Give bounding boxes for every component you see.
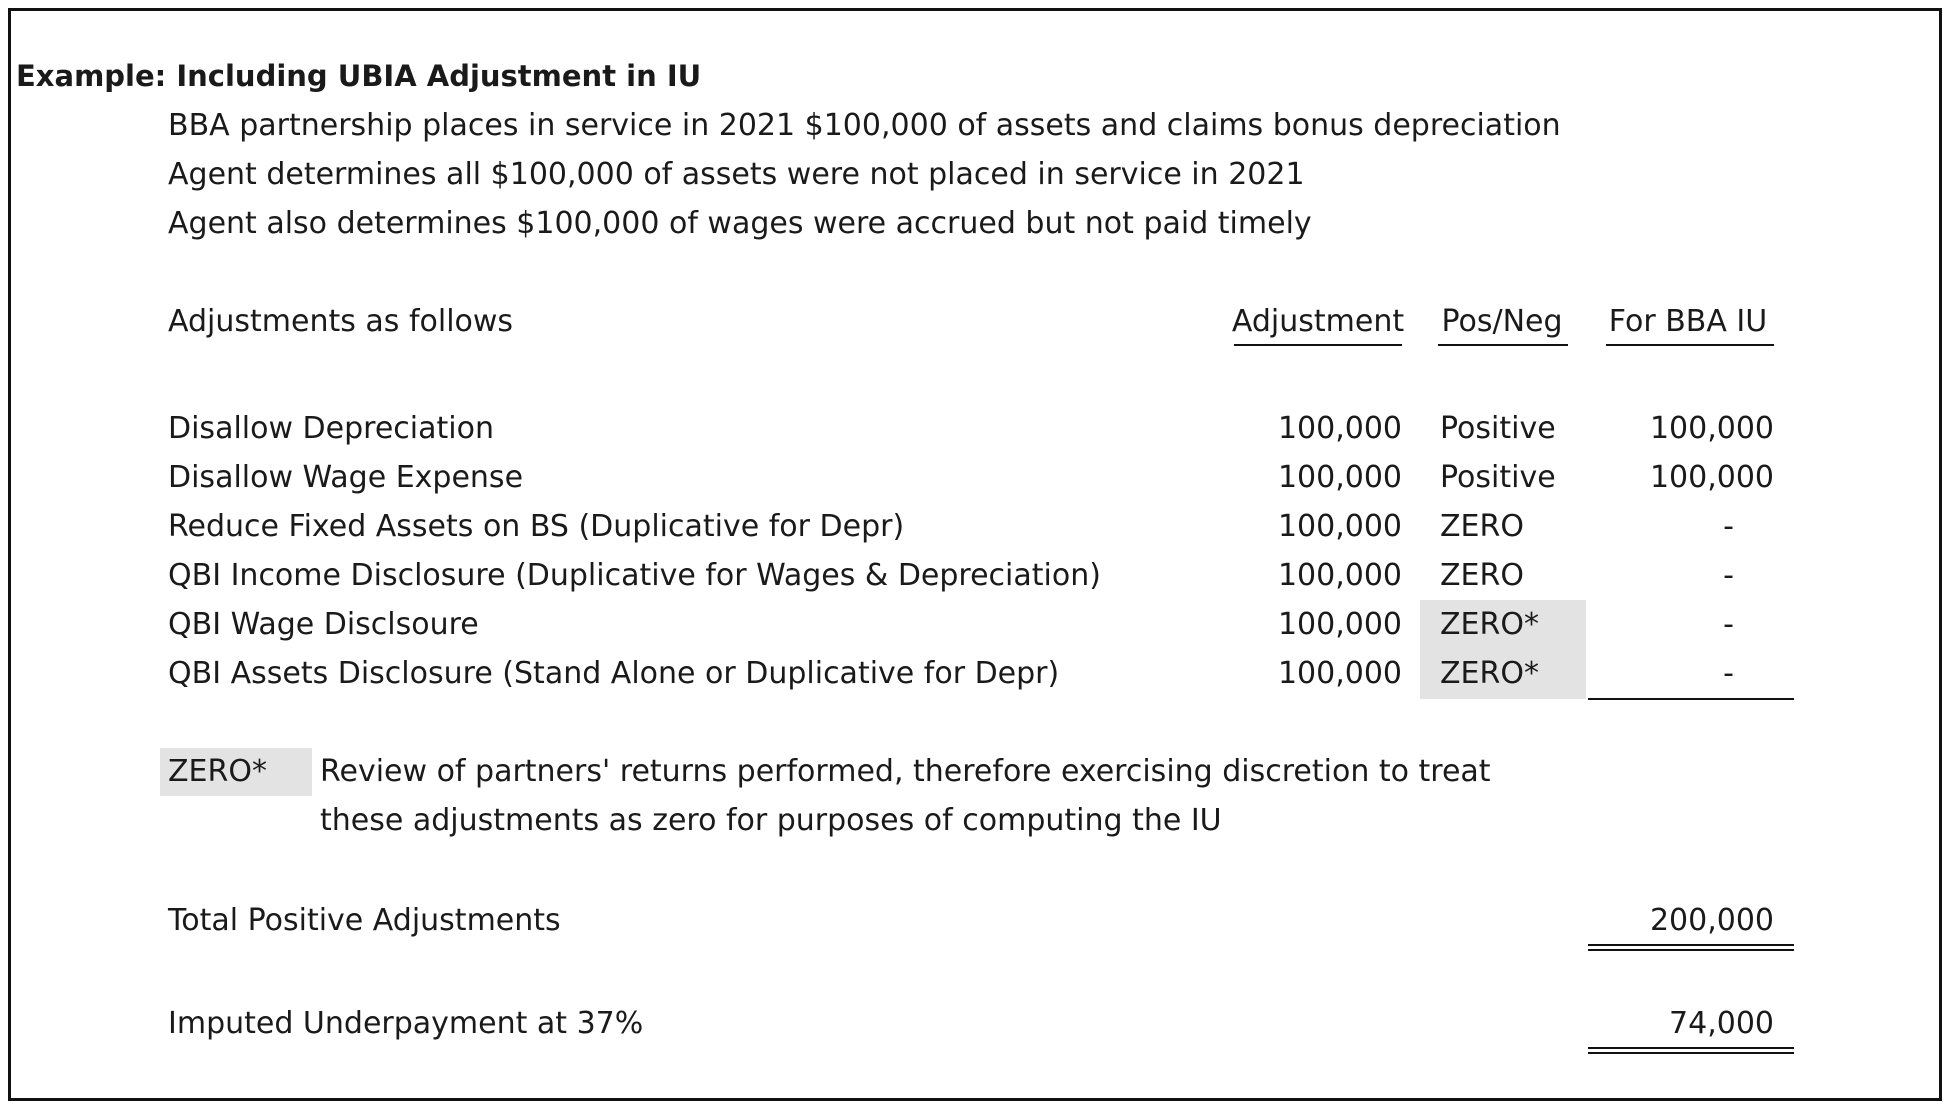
row-for-iu: - (1723, 656, 1734, 691)
header-for-bba-iu-underline (1606, 344, 1774, 346)
adjustments-label: Adjustments as follows (168, 304, 514, 339)
row-pos-neg: ZERO* (1440, 607, 1539, 642)
header-adjustment: Adjustment (1231, 304, 1405, 339)
row-pos-neg: Positive (1440, 460, 1556, 495)
row-adjustment: 100,000 (1277, 460, 1402, 495)
total-positive-double-underline (1588, 944, 1794, 951)
row-adjustment: 100,000 (1277, 509, 1402, 544)
total-positive-value: 200,000 (1649, 903, 1774, 938)
intro-line-1: BBA partnership places in service in 2021 $100,000 of assets and claims bonus depreciation (168, 108, 1561, 143)
row-label: Reduce Fixed Assets on BS (Duplicative for Depr) (168, 509, 905, 544)
note-key: ZERO* (168, 754, 267, 789)
header-adjustment-underline (1234, 344, 1402, 346)
imputed-underpayment-label: Imputed Underpayment at 37% (168, 1006, 644, 1041)
row-pos-neg: ZERO* (1440, 656, 1539, 691)
row-for-iu: 100,000 (1649, 411, 1774, 446)
total-positive-label: Total Positive Adjustments (168, 903, 561, 938)
imputed-underpayment-double-underline (1588, 1047, 1794, 1054)
row-for-iu: 100,000 (1649, 460, 1774, 495)
row-label: QBI Assets Disclosure (Stand Alone or Duplicative for Depr) (168, 656, 1060, 691)
note-line-2: these adjustments as zero for purposes of computing the IU (320, 803, 1222, 838)
subtotal-underline (1588, 698, 1794, 700)
row-pos-neg: Positive (1440, 411, 1556, 446)
row-for-iu: - (1723, 558, 1734, 593)
row-label: Disallow Depreciation (168, 411, 494, 446)
row-for-iu: - (1723, 509, 1734, 544)
row-adjustment: 100,000 (1277, 558, 1402, 593)
imputed-underpayment-value: 74,000 (1669, 1006, 1774, 1041)
row-for-iu: - (1723, 607, 1734, 642)
intro-line-3: Agent also determines $100,000 of wages were accrued but not paid timely (168, 206, 1312, 241)
note-line-1: Review of partners' returns performed, therefore exercising discretion to treat (320, 754, 1491, 789)
row-label: QBI Income Disclosure (Duplicative for Wages & Depreciation) (168, 558, 1101, 593)
row-pos-neg: ZERO (1440, 558, 1524, 593)
intro-line-2: Agent determines all $100,000 of assets were not placed in service in 2021 (168, 157, 1305, 192)
row-label: QBI Wage Disclsoure (168, 607, 479, 642)
header-for-bba-iu: For BBA IU (1608, 304, 1768, 339)
row-adjustment: 100,000 (1277, 607, 1402, 642)
row-adjustment: 100,000 (1277, 656, 1402, 691)
header-pos-neg: Pos/Neg (1441, 304, 1563, 339)
row-pos-neg: ZERO (1440, 509, 1524, 544)
row-adjustment: 100,000 (1277, 411, 1402, 446)
header-pos-neg-underline (1438, 344, 1568, 346)
example-title: Example: Including UBIA Adjustment in IU (16, 59, 702, 93)
row-label: Disallow Wage Expense (168, 460, 524, 495)
